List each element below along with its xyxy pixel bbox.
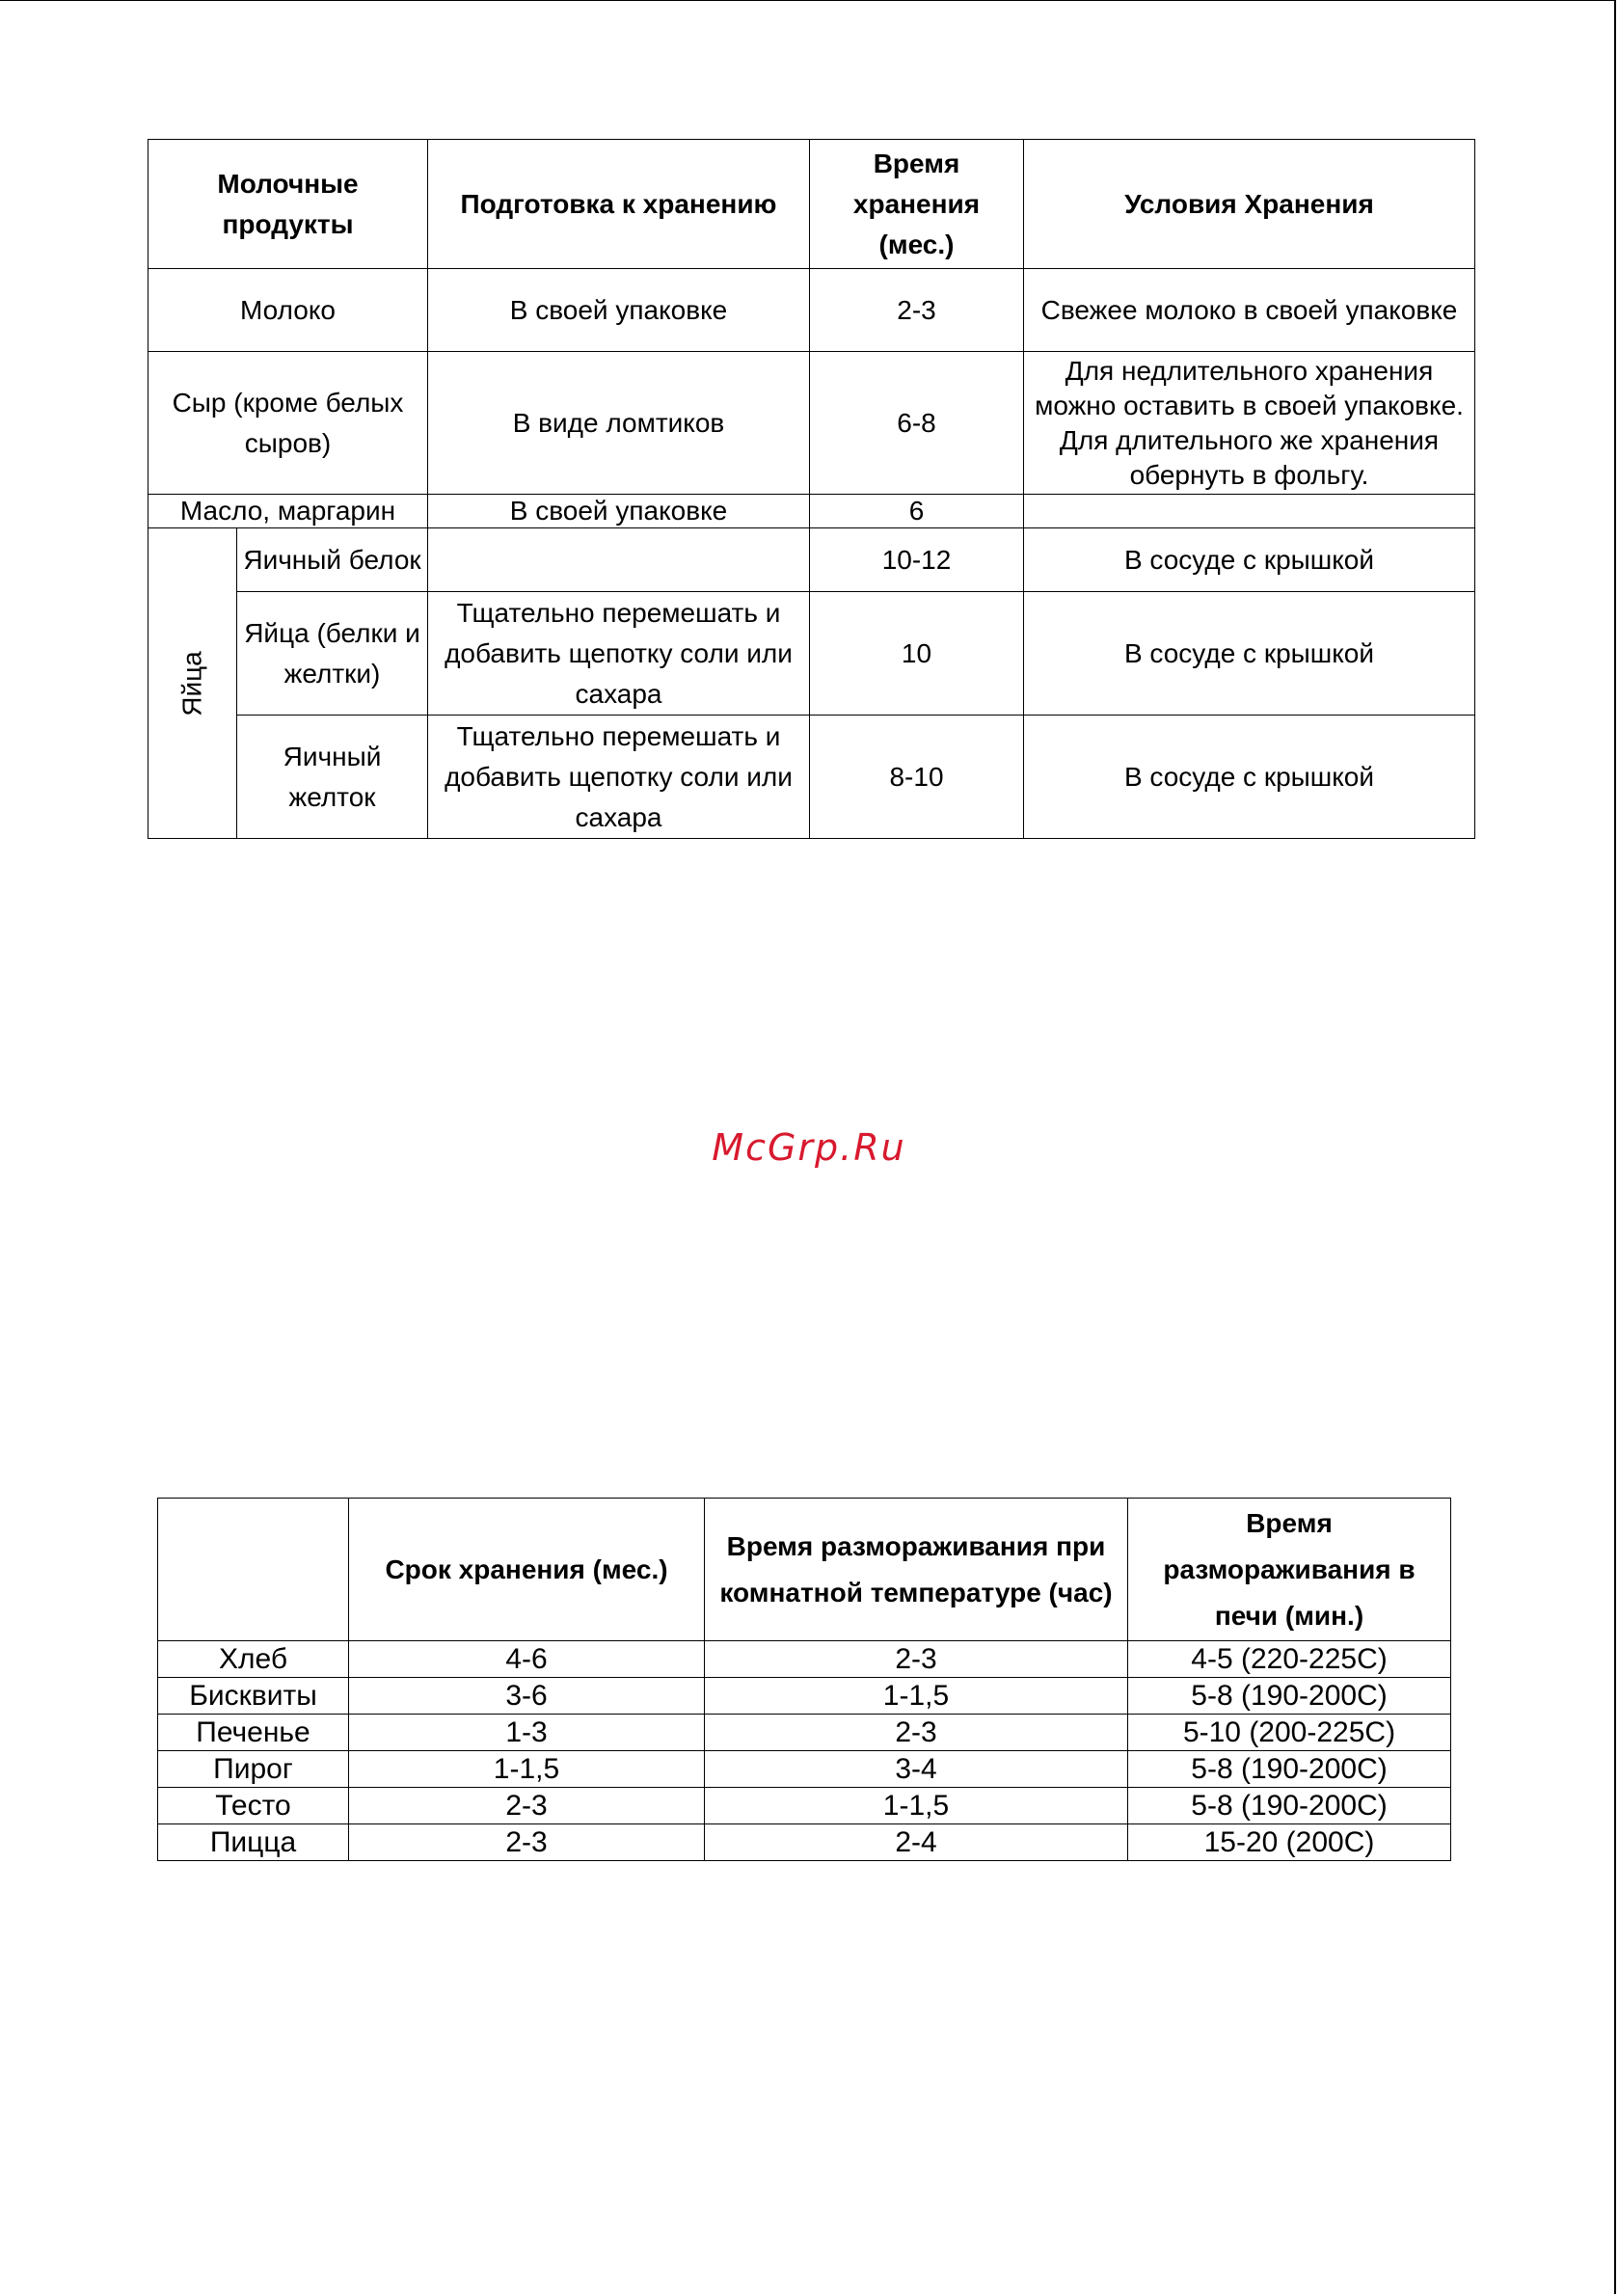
- header-oven-thaw-time: Время размораживания в печи (мин.): [1128, 1499, 1451, 1641]
- time-cell: 10: [810, 592, 1024, 716]
- table-row: [148, 352, 1475, 495]
- product-cell: Тесто: [158, 1788, 349, 1824]
- table-row: [148, 592, 1475, 716]
- product-cell: Масло, маргарин: [148, 495, 428, 528]
- storage-cell: 1-3: [349, 1715, 705, 1751]
- preparation-cell: В своей упаковке: [428, 495, 810, 528]
- room-thaw-cell: 2-3: [705, 1715, 1128, 1751]
- table-row: [148, 716, 1475, 839]
- conditions-cell: В сосуде с крышкой: [1024, 592, 1475, 716]
- conditions-cell: Свежее молоко в своей упаковке: [1024, 269, 1475, 352]
- header-room-thaw-time: Время размораживания при комнатной температуре (час): [705, 1499, 1128, 1641]
- product-cell: Пирог: [158, 1751, 349, 1788]
- product-cell: Бисквиты: [158, 1678, 349, 1715]
- table-row: [158, 1715, 1451, 1751]
- header-storage-term: Срок хранения (мес.): [349, 1499, 705, 1641]
- room-thaw-cell: 1-1,5: [705, 1788, 1128, 1824]
- time-cell: 6: [810, 495, 1024, 528]
- product-cell: Яичный белок: [237, 528, 428, 592]
- preparation-cell: [428, 528, 810, 592]
- dairy-storage-table: [148, 139, 1475, 839]
- storage-cell: 2-3: [349, 1824, 705, 1861]
- table-row: [148, 269, 1475, 352]
- preparation-cell: В своей упаковке: [428, 269, 810, 352]
- oven-thaw-cell: 5-8 (190-200C): [1128, 1678, 1451, 1715]
- header-dairy-products: Молочные продукты: [148, 140, 428, 269]
- table-header-row: [148, 140, 1475, 269]
- room-thaw-cell: 3-4: [705, 1751, 1128, 1788]
- table-row: [148, 495, 1475, 528]
- watermark-logo: McGrp.Ru: [712, 1126, 906, 1169]
- preparation-cell: В виде ломтиков: [428, 352, 810, 495]
- storage-cell: 3-6: [349, 1678, 705, 1715]
- conditions-cell: В сосуде с крышкой: [1024, 528, 1475, 592]
- conditions-cell: Для недлительного хранения можно оставить в своей упаковке. Для длительного же хранения обернуть в фольгу.: [1024, 352, 1475, 495]
- oven-thaw-cell: 5-10 (200-225C): [1128, 1715, 1451, 1751]
- product-cell: Пицца: [158, 1824, 349, 1861]
- table-header-row: [158, 1499, 1451, 1641]
- product-cell: Молоко: [148, 269, 428, 352]
- preparation-cell: Тщательно перемешать и добавить щепотку соли или сахара: [428, 716, 810, 839]
- product-cell: Яичный желток: [237, 716, 428, 839]
- eggs-group-label: [148, 528, 237, 839]
- table-row: [148, 528, 1475, 592]
- conditions-cell: [1024, 495, 1475, 528]
- time-cell: 6-8: [810, 352, 1024, 495]
- oven-thaw-cell: 5-8 (190-200C): [1128, 1788, 1451, 1824]
- header-empty: [158, 1499, 349, 1641]
- oven-thaw-cell: 4-5 (220-225C): [1128, 1641, 1451, 1678]
- storage-cell: 1-1,5: [349, 1751, 705, 1788]
- product-cell: Печенье: [158, 1715, 349, 1751]
- room-thaw-cell: 2-4: [705, 1824, 1128, 1861]
- table-row: [158, 1641, 1451, 1678]
- preparation-cell: Тщательно перемешать и добавить щепотку соли или сахара: [428, 592, 810, 716]
- product-cell: Яйца (белки и желтки): [237, 592, 428, 716]
- header-preparation: Подготовка к хранению: [428, 140, 810, 269]
- table-row: [158, 1824, 1451, 1861]
- product-cell: Хлеб: [158, 1641, 349, 1678]
- time-cell: 8-10: [810, 716, 1024, 839]
- time-cell: 2-3: [810, 269, 1024, 352]
- conditions-cell: В сосуде с крышкой: [1024, 716, 1475, 839]
- oven-thaw-cell: 5-8 (190-200C): [1128, 1751, 1451, 1788]
- eggs-group-text: Яйца: [176, 650, 207, 716]
- header-storage-time: Время хранения (мес.): [810, 140, 1024, 269]
- storage-cell: 4-6: [349, 1641, 705, 1678]
- bakery-freezing-table: [157, 1498, 1451, 1861]
- table-row: [158, 1678, 1451, 1715]
- table-row: [158, 1751, 1451, 1788]
- product-cell: Сыр (кроме белых сыров): [148, 352, 428, 495]
- table-row: [158, 1788, 1451, 1824]
- oven-thaw-cell: 15-20 (200C): [1128, 1824, 1451, 1861]
- room-thaw-cell: 2-3: [705, 1641, 1128, 1678]
- header-storage-conditions: Условия Хранения: [1024, 140, 1475, 269]
- room-thaw-cell: 1-1,5: [705, 1678, 1128, 1715]
- time-cell: 10-12: [810, 528, 1024, 592]
- storage-cell: 2-3: [349, 1788, 705, 1824]
